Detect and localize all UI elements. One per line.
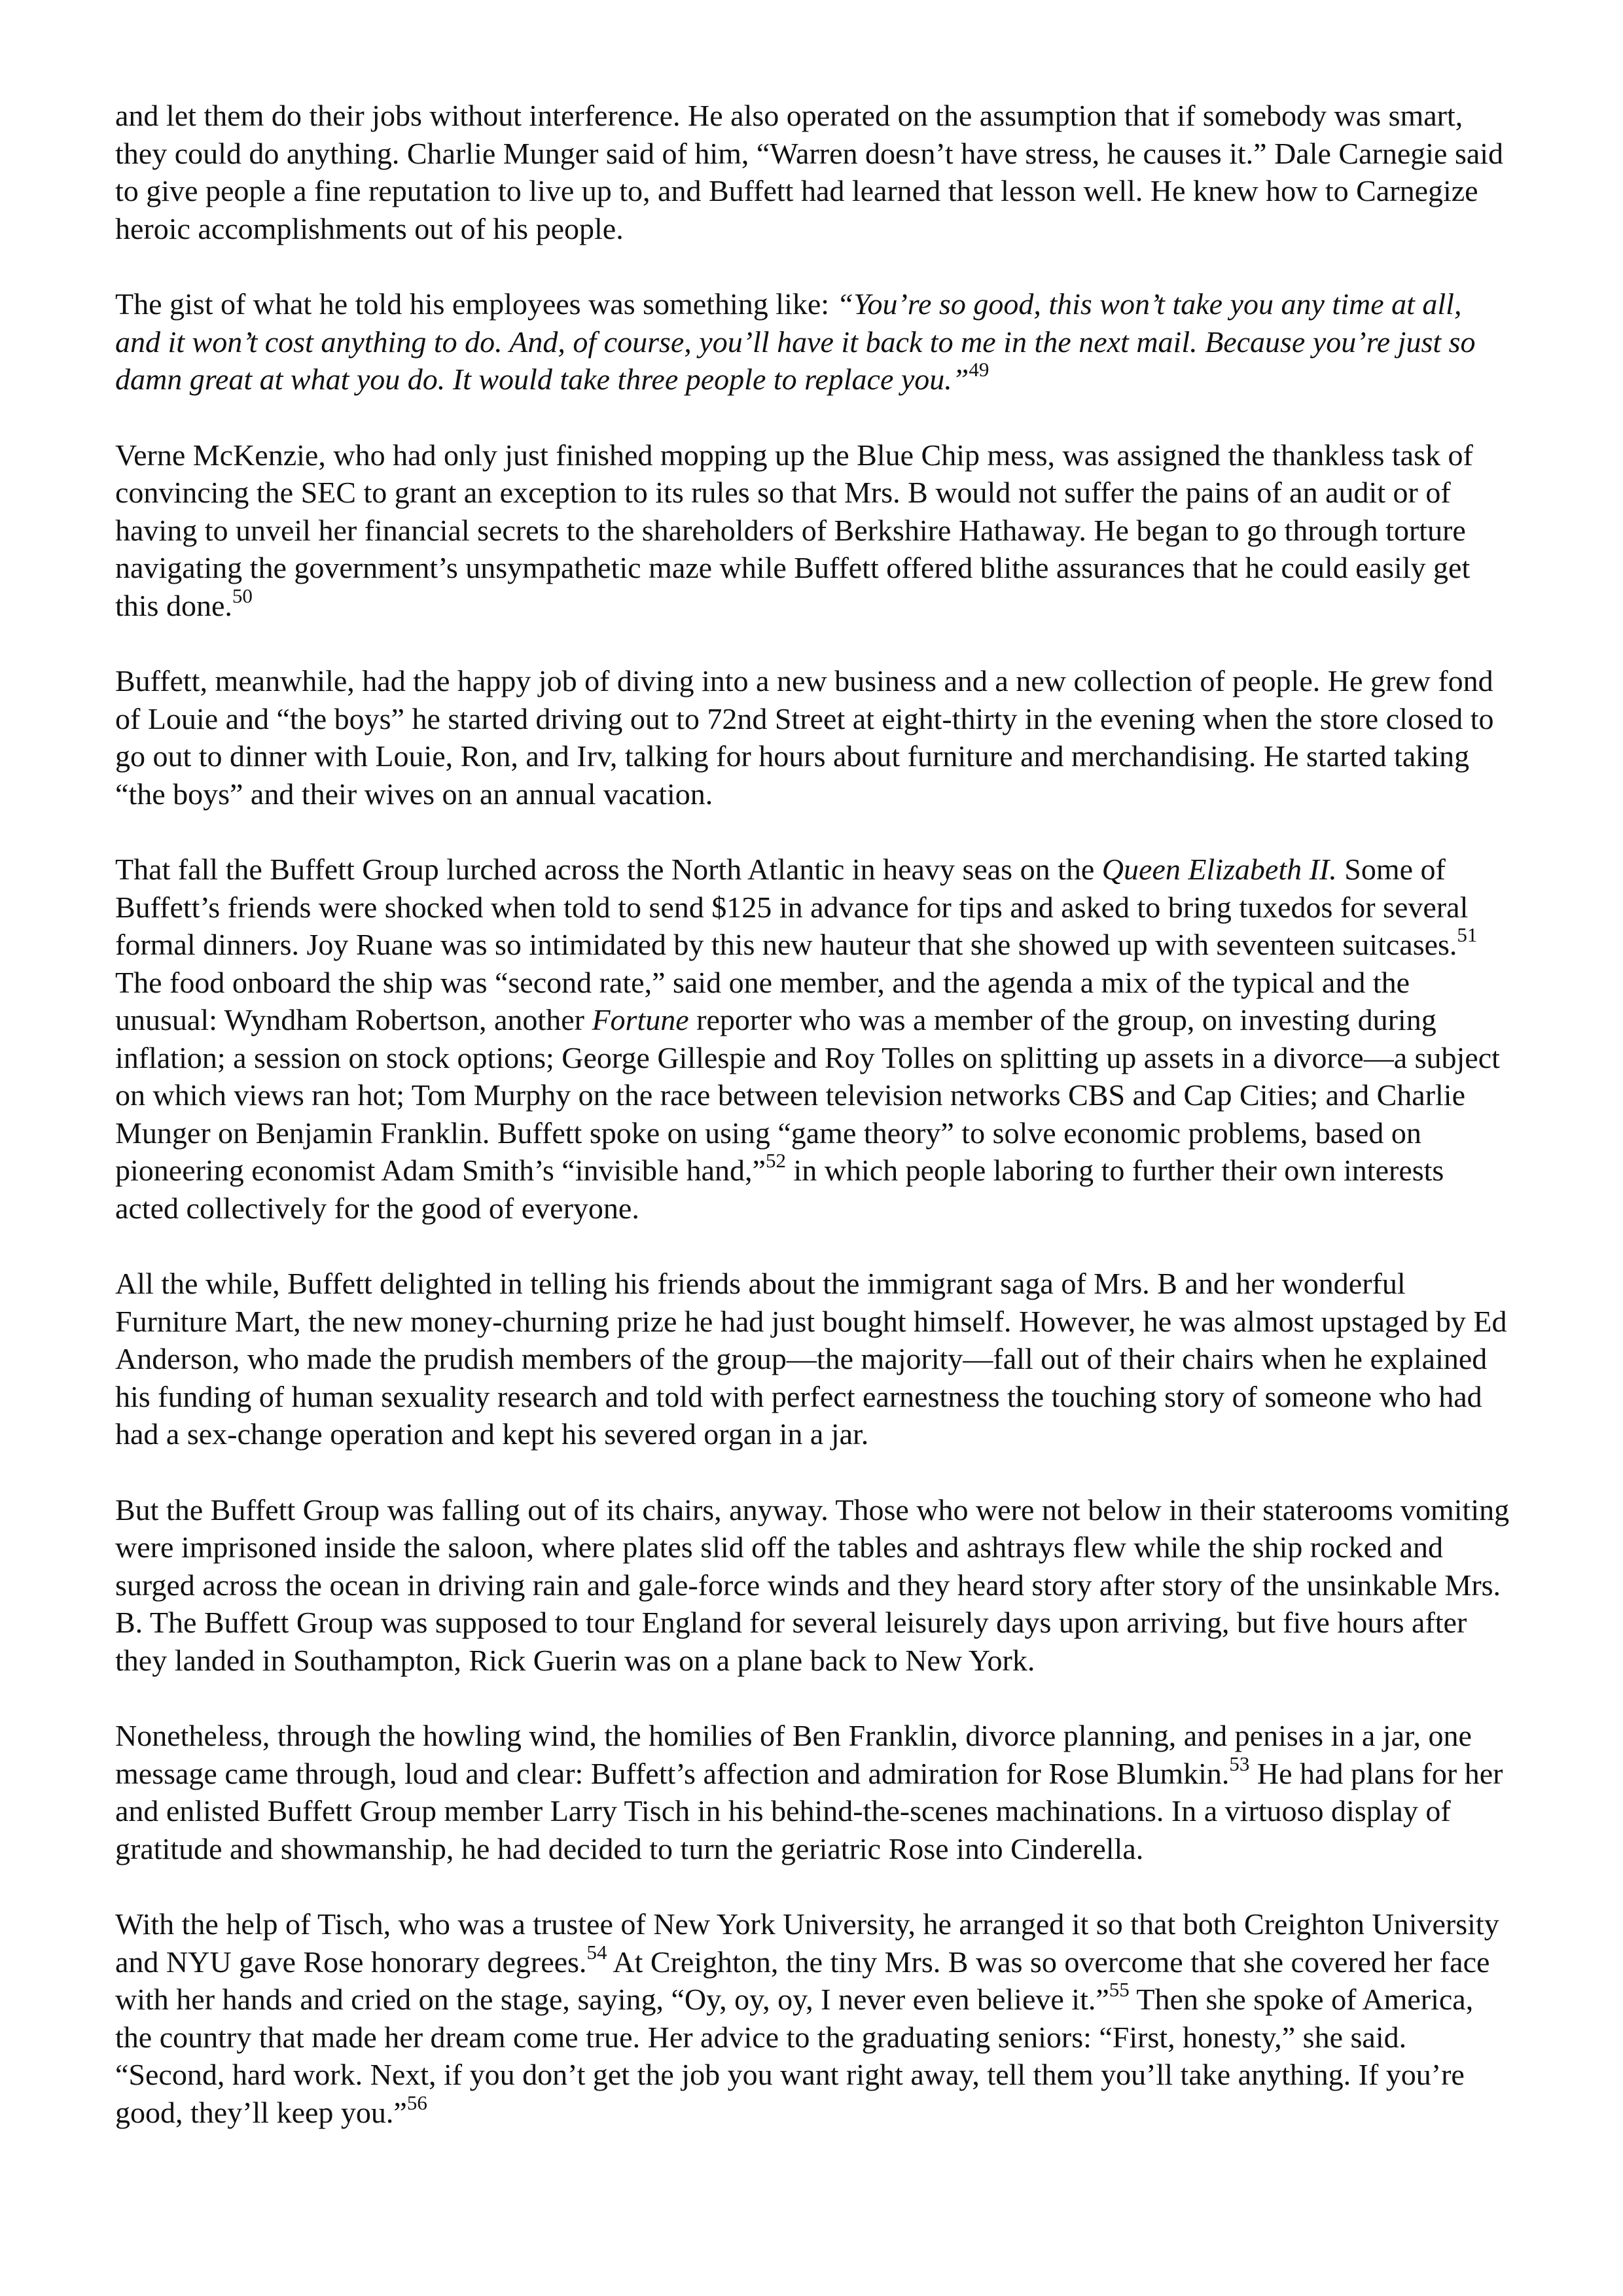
text-run: Nonetheless, through the howling wind, the homilies of Ben Franklin, divorce planning, and penises in a jar, one message came through, loud and clear: Buffett’s affection and admiration for Rose Blumkin. <box>115 1719 1472 1790</box>
italic-text: Fortune <box>592 1003 689 1036</box>
footnote-marker: 50 <box>232 584 253 607</box>
text-run: At Creighton, the tiny Mrs. B was so overcome that she covered her face with her hands and cried on the stage, saying, “Oy, oy, oy, I never even believe it.” <box>115 1945 1490 2016</box>
text-run: Buffett, meanwhile, had the happy job of diving into a new business and a new collection of people. He grew fond of Louie and “the boys” he started driving out to 72nd Street at eight-thirty in the evening when the store closed to go out to dinner with Louie, Ron, and Irv, talking for hours about furniture and merchandising. He started taking “the boys” and their wives on an annual vacation. <box>115 664 1494 811</box>
text-run: reporter who was a member of the group, on investing during inflation; a session on stock options; George Gillespie and Roy Tolles on splitting up assets in a divorce—a subject on which views ran hot; Tom Murphy on the race between television networks CBS and Cap Cities; and Charlie Munger on Benjamin Franklin. Buffett spoke on using “game theory” to solve economic problems, based on pioneering economist Adam Smith’s “invisible hand,” <box>115 1003 1500 1187</box>
paragraph <box>115 97 1510 247</box>
italic-text: “You’re so good, this won’t take you any time at all, and it won’t cost anything to do. And, of course, you’ll have it back to me in the next mail. Because you’re just so damn great at what you do. It would take three people to replace you.” <box>115 287 1476 396</box>
italic-text: Queen Elizabeth II. <box>1101 853 1337 886</box>
text-run: in which people laboring to further their own interests acted collectively for the good of everyone. <box>115 1154 1444 1225</box>
text-run: He had plans for her and enlisted Buffett Group member Larry Tisch in his behind-the-scenes machinations. In a virtuoso display of gratitude and showmanship, he had decided to turn the geriatric Rose into Cinderella. <box>115 1756 1503 1865</box>
text-run: All the while, Buffett delighted in telling his friends about the immigrant saga of Mrs. B and her wonderful Furniture Mart, the new money-churning prize he had just bought himself. However, he was almost upstaged by Ed Anderson, who made the prudish members of the group—the majority—fall out of their chairs when he explained his funding of human sexuality research and told with perfect earnestness the touching story of someone who had had a sex-change operation and kept his severed organ in a jar. <box>115 1267 1507 1451</box>
footnote-marker: 56 <box>406 2091 427 2114</box>
paragraph <box>115 1717 1510 1867</box>
paragraph <box>115 436 1510 625</box>
text-run: The food onboard the ship was “second rate,” said one member, and the agenda a mix of the typical and the unusual: Wyndham Robertson, another <box>115 965 1410 1036</box>
footnote-marker: 49 <box>969 358 990 381</box>
footnote-marker: 51 <box>1457 923 1478 946</box>
body-text <box>115 97 1510 2131</box>
text-run: Verne McKenzie, who had only just finished mopping up the Blue Chip mess, was assigned the thankless task of convincing the SEC to grant an exception to its rules so that Mrs. B would not suffer the pains of an audit or of having to unveil her financial secrets to the shareholders of Berkshire Hathaway. He began to go through torture navigating the government’s unsympathetic maze while Buffett offered blithe assurances that he could easily get this done. <box>115 438 1473 622</box>
text-run: Some of Buffett’s friends were shocked when told to send $125 in advance for tips and asked to bring tuxedos for several formal dinners. Joy Ruane was so intimidated by this new hauteur that she showed up with seventeen suitcases. <box>115 853 1469 961</box>
paragraph <box>115 662 1510 813</box>
paragraph <box>115 285 1510 398</box>
text-run: But the Buffett Group was falling out of its chairs, anyway. Those who were not below in their staterooms vomiting were imprisoned inside the saloon, where plates slid off the tables and ashtrays flew while the ship rocked and surged across the ocean in driving rain and gale-force winds and they heard story after story of the unsinkable Mrs. B. The Buffett Group was supposed to tour England for several leisurely days upon arriving, but five hours after they landed in Southampton, Rick Guerin was on a plane back to New York. <box>115 1492 1510 1677</box>
footnote-marker: 52 <box>765 1149 786 1172</box>
footnote-marker: 53 <box>1229 1752 1250 1775</box>
text-run: With the help of Tisch, who was a trustee of New York University, he arranged it so that both Creighton University and NYU gave Rose honorary degrees. <box>115 1907 1499 1979</box>
paragraph <box>115 1905 1510 2131</box>
text-run: Then she spoke of America, the country that made her dream come true. Her advice to the graduating seniors: “First, honesty,” she said. “Second, hard work. Next, if you don’t get the job you want right away, tell them you’ll take anything. If you’re good, they’ll keep you.” <box>115 1983 1474 2129</box>
paragraph <box>115 1491 1510 1680</box>
text-run: That fall the Buffett Group lurched across the North Atlantic in heavy seas on the <box>115 853 1102 886</box>
text-run: and let them do their jobs without interference. He also operated on the assumption that if somebody was smart, they could do anything. Charlie Munger said of him, “Warren doesn’t have stress, he causes it.” Dale Carnegie said to give people a fine reputation to live up to, and Buffett had learned that lesson well. He knew how to Carnegize heroic accomplishments out of his people. <box>115 99 1504 245</box>
paragraph <box>115 1265 1510 1453</box>
text-run: The gist of what he told his employees was something like: <box>115 287 837 321</box>
paragraph <box>115 851 1510 1227</box>
footnote-marker: 55 <box>1109 1978 1130 2001</box>
footnote-marker: 54 <box>586 1940 607 1964</box>
